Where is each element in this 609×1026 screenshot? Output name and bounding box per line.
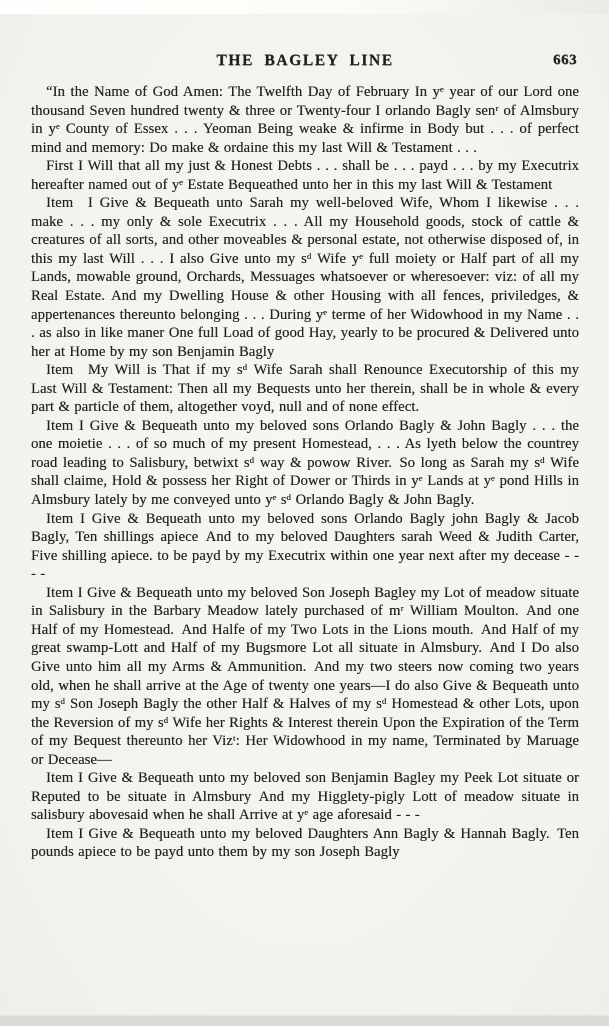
will-paragraph: Item I Give & Bequeath unto my beloved Son Joseph Bagley my Lot of meadow situate in Salisbury in the Barbary Meadow lately purchased of mʳ William Moulton. And one Half of my Homestead. And Halfe of my Two Lots in the Lions mouth. And Half of my great swamp-Lott and Half of my Bugsmore Lot all situate in Almsbury. And I Do also Give unto him all my Arms & Ammunition. And my two steers now coming two years old, when he shall arrive at the Age of twenty one years—I do also Give & Bequeath unto my sᵈ Son Joseph Bagly the other Half & Halves of my sᵈ Homestead & other Lots, upon the Reversion of my sᵈ Wife her Rights & Interest therein Upon the Expiration of the Term of my Bequest thereunto her Vizᵗ: Her Widowhood in my name, Terminated by Maruage or Decease—	[31, 584, 579, 768]
page-header	[31, 52, 579, 72]
will-paragraph: Item I Give & Bequeath unto my beloved Daughters Ann Bagly & Hannah Bagly. Ten pounds apiece to be payd unto them by my son Joseph Bagly	[31, 825, 579, 861]
page-number: 663	[553, 52, 577, 68]
scan-edge-artifact-top	[0, 0, 609, 14]
scan-edge-artifact-bottom	[0, 1017, 609, 1026]
will-paragraph: Item I Give & Bequeath unto my beloved son Benjamin Bagley my Peek Lot situate or Reputed to be situate in Almsbury And my Higglety-pigly Lott of meadow situate in salisbury abovesaid when he shall Arrive at yᵉ age aforesaid - - -	[31, 770, 579, 824]
will-paragraph: Item I Give & Bequeath unto Sarah my well-beloved Wife, Whom I likewise . . . make . . . my only & sole Executrix . . . All my Household goods, stock of cattle & creatures of all sorts, and other moveables & personal estate, not otherwise disposed of, in this my last Will . . . I also Give unto my sᵈ Wife yᵉ full moiety or Half part of all my Lands, mowable ground, Orchards, Messuages whatsoever or wheresoever: viz: of all my Real Estate. And my Dwelling House & other Housing with all fences, priviledges, & appertenances thereunto belonging . . . During yᵉ terme of her Widowhood in my Name . . . as also in like maner One full Load of good Hay, yearly to be procured & Delivered unto her at Home by my son Benjamin Bagly	[31, 195, 579, 360]
will-paragraph: Item I Give & Bequeath unto my beloved sons Orlando Bagly john Bagly & Jacob Bagly, Ten shillings apiece And to my beloved Daughters sarah Weed & Judith Carter, Five shilling apiece. to be payd by my Executrix within one year next after my decease - - - -	[31, 510, 579, 583]
will-paragraph: Item My Will is That if my sᵈ Wife Sarah shall Renounce Executorship of this my Last Will & Testament: Then all my Bequests unto her therein, shall be in whole & every part & particle of them, altogether voyd, null and of none effect.	[31, 362, 579, 416]
will-paragraph: “In the Name of God Amen: The Twelfth Day of February In yᵉ year of our Lord one thousand Seven hundred twenty & three or Twenty-four I orlando Bagly senʳ of Almsbury in yᵉ County of Essex . . . Yeoman Being weake & infirme in Body but . . . of perfect mind and memory: Do make & ordaine this my last Will & Testament . . .	[31, 84, 579, 156]
page-body	[31, 83, 579, 862]
will-paragraph: Item I Give & Bequeath unto my beloved sons Orlando Bagly & John Bagly . . . the one moietie . . . of so much of my present Homestead, . . . As lyeth below the countrey road leading to Salisbury, betwixt sᵈ way & powow River. So long as Sarah my sᵈ Wife shall claime, Hold & possess her Right of Dower or Thirds in yᵉ Lands at yᵉ pond Hills in Almsbury lately by me conveyed unto yᵉ sᵈ Orlando Bagly & John Bagly.	[31, 417, 579, 509]
will-paragraph: First I Will that all my just & Honest Debts . . . shall be . . . payd . . . by my Executrix hereafter named out of yᵉ Estate Bequeathed unto her in this my last Will & Testament	[31, 158, 579, 193]
running-head-title: THE BAGLEY LINE	[216, 52, 394, 69]
